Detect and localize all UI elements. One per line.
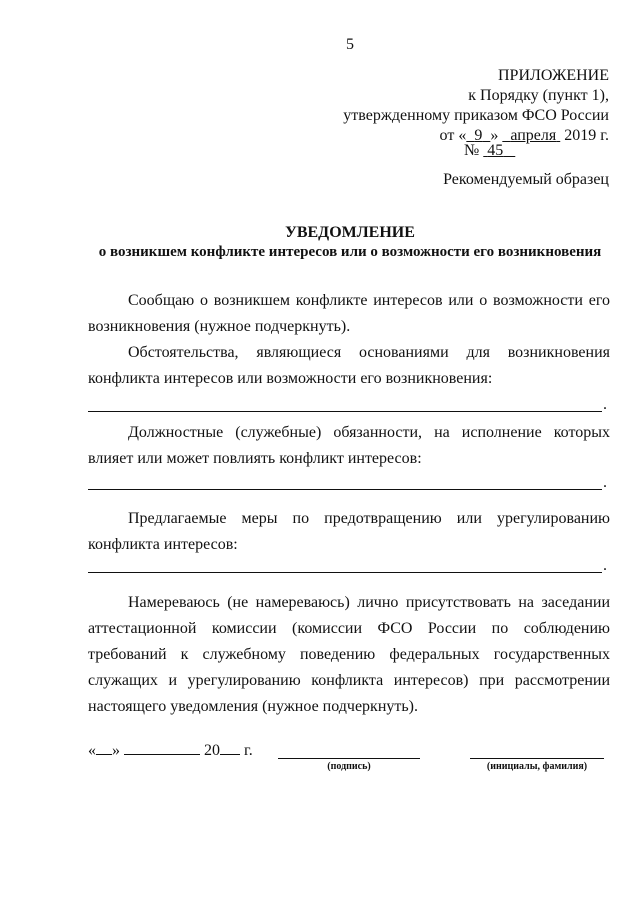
- signature-line[interactable]: [278, 758, 420, 759]
- line-end-dot: .: [603, 474, 607, 491]
- name-caption: (инициалы, фамилия): [486, 761, 588, 772]
- order-year: 2019 г.: [564, 127, 609, 144]
- measures-fill-line[interactable]: [88, 572, 602, 573]
- appendix-title: ПРИЛОЖЕНИЕ: [497, 67, 609, 84]
- paragraph-attendance: Намереваюсь (не намереваюсь) лично присутствовать на заседании аттестационной комиссии (комиссии ФСО России по соблюдению требований к служебному поведению федеральных государственных служащих и урегулированию конфликта интересов) при рассмотрении настоящего уведомления (нужное подчеркнуть).: [88, 594, 610, 715]
- document-title: УВЕДОМЛЕНИЕ: [285, 224, 415, 241]
- circumstances-fill-line[interactable]: [88, 411, 602, 412]
- date-year-blank[interactable]: [220, 742, 240, 755]
- line-end-dot: .: [603, 557, 607, 574]
- signature-date: [88, 742, 253, 760]
- appendix-procedure: к Порядку (пункт 1),: [468, 87, 609, 104]
- order-date-prefix: от «: [439, 127, 467, 144]
- line-end-dot: .: [603, 396, 607, 413]
- order-number: [464, 142, 515, 160]
- order-month: апреля: [510, 127, 557, 144]
- order-number-value: 45: [487, 142, 504, 159]
- order-number-label: №: [464, 142, 480, 159]
- paragraph-measures: Предлагаемые меры по предотвращению или урегулированию конфликта интересов:: [88, 510, 610, 553]
- date-day-blank[interactable]: [96, 742, 112, 755]
- date-year-suffix: г.: [244, 742, 253, 759]
- paragraph-conflict: Сообщаю о возникшем конфликте интересов или о возможности его возникновения (нужное подчеркнуть).: [88, 292, 610, 335]
- page-number: 5: [346, 36, 354, 53]
- date-year-prefix: 20: [204, 742, 220, 759]
- date-open-quote: «: [88, 742, 96, 759]
- date-month-blank[interactable]: [124, 742, 200, 755]
- duties-fill-line[interactable]: [88, 489, 602, 490]
- document-subtitle: о возникшем конфликте интересов или о возможности его возникновения: [98, 244, 602, 260]
- appendix-approved: утвержденному приказом ФСО России: [343, 107, 609, 124]
- paragraph-duties: Должностные (служебные) обязанности, на исполнение которых влияет или может повлиять конфликт интересов:: [88, 424, 610, 467]
- order-date-mid: »: [490, 127, 499, 144]
- date-close-quote: »: [112, 742, 120, 759]
- signature-caption: (подпись): [327, 761, 371, 772]
- order-day: 9: [474, 127, 483, 144]
- name-line[interactable]: [470, 758, 604, 759]
- recommended-sample: Рекомендуемый образец: [443, 171, 609, 188]
- paragraph-circumstances: Обстоятельства, являющиеся основаниями для возникновения конфликта интересов или возможности его возникновения:: [88, 344, 610, 387]
